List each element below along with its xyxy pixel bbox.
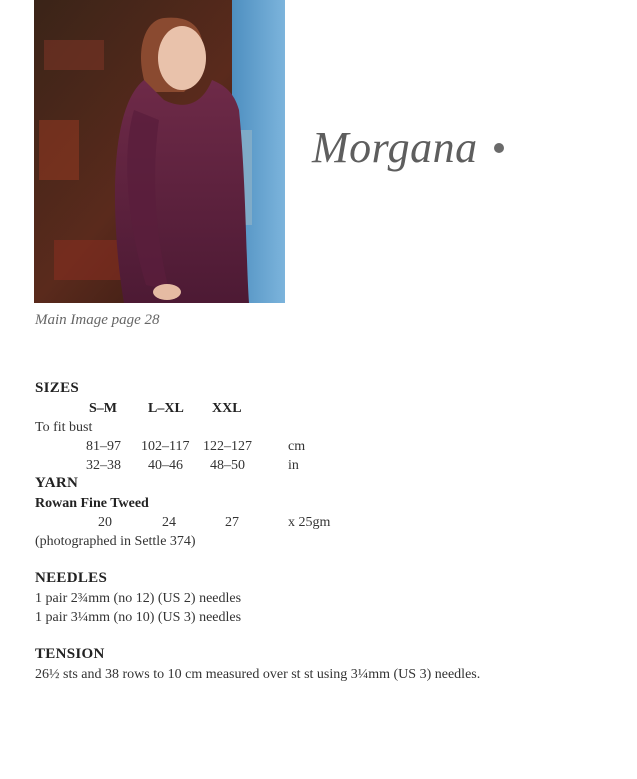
- bust-in-2: 40–46: [148, 458, 183, 473]
- bust-in-3: 48–50: [210, 458, 245, 473]
- size-col-1: S–M: [89, 401, 117, 416]
- image-caption: Main Image page 28: [35, 312, 160, 328]
- yarn-note: (photographed in Settle 374): [35, 534, 196, 549]
- tension-text: 26½ sts and 38 rows to 10 cm measured over st st using 3¼mm (US 3) needles.: [35, 667, 481, 682]
- yarn-name: Rowan Fine Tweed: [35, 496, 149, 511]
- fit-bust-label: To fit bust: [35, 420, 93, 435]
- needles-heading: NEEDLES: [35, 570, 108, 586]
- bust-cm-2: 102–117: [141, 439, 190, 454]
- needles-line-2: 1 pair 3¼mm (no 10) (US 3) needles: [35, 610, 242, 625]
- bust-cm-3: 122–127: [203, 439, 252, 454]
- yarn-heading: YARN: [35, 475, 79, 491]
- bust-in-unit: in: [288, 458, 299, 473]
- title-text: Morgana: [312, 123, 478, 172]
- sizes-heading: SIZES: [35, 380, 80, 396]
- yarn-unit: x 25gm: [288, 515, 331, 530]
- yarn-qty-1: 20: [98, 515, 112, 530]
- yarn-qty-2: 24: [162, 515, 176, 530]
- bust-in-1: 32–38: [86, 458, 121, 473]
- bullet-dot: [494, 143, 504, 153]
- yarn-qty-3: 27: [225, 515, 239, 530]
- bust-cm-unit: cm: [288, 439, 306, 454]
- main-photo: [34, 0, 285, 303]
- pattern-title: [312, 122, 504, 173]
- needles-line-1: 1 pair 2¾mm (no 12) (US 2) needles: [35, 591, 242, 606]
- bust-cm-1: 81–97: [86, 439, 121, 454]
- size-col-2: L–XL: [148, 401, 184, 416]
- size-col-3: XXL: [212, 401, 242, 416]
- tension-heading: TENSION: [35, 646, 105, 662]
